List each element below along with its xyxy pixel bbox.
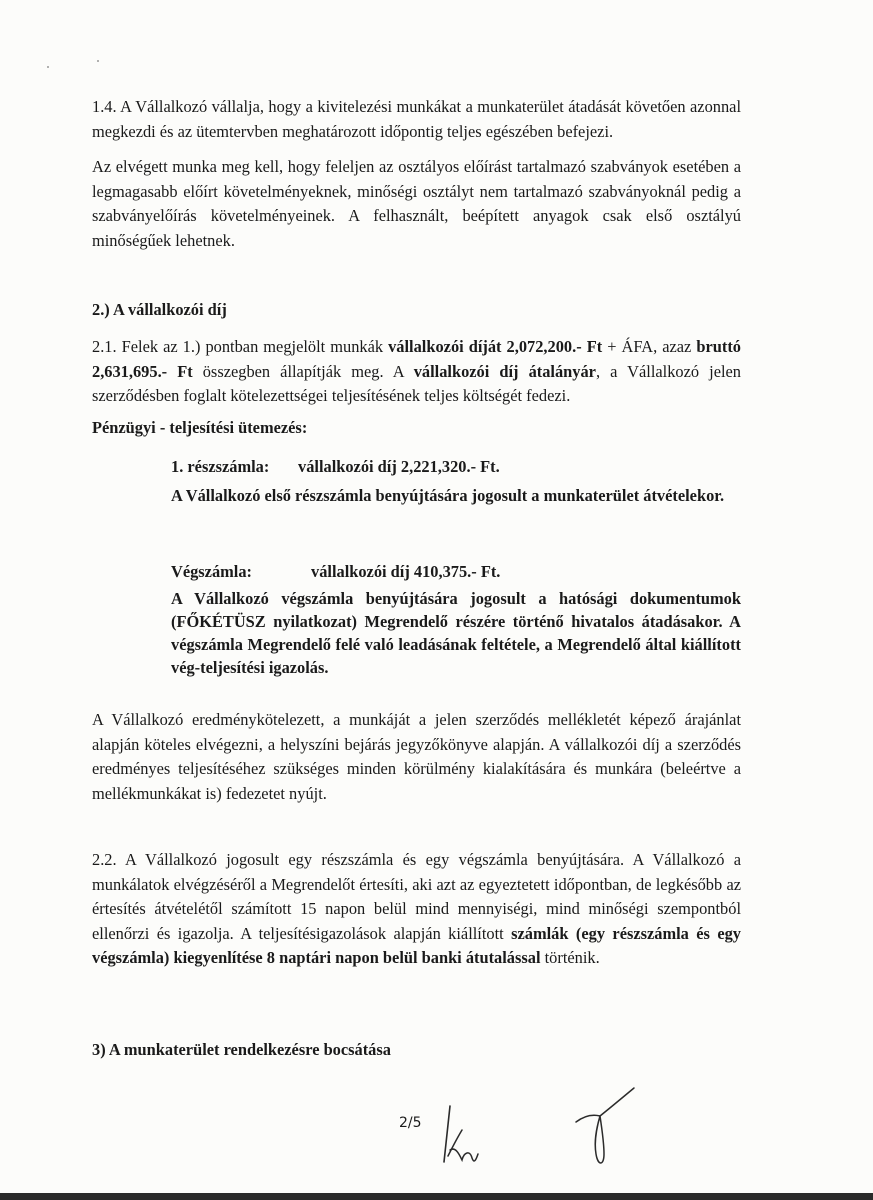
text-run: , a Vállalkozó jelen szerződésben foglalt kötelezettségei teljesítésének teljes költségét fedezi.: [92, 361, 741, 406]
initials-signature-1: [436, 1100, 492, 1180]
section-heading-2: 2.) A vállalkozói díj: [92, 300, 227, 319]
bold-run-net-fee: vállalkozói díját 2,072,200.- Ft: [388, 337, 603, 356]
bold-run-payment-terms: számlák (egy részszámla és egy végszámla) kiegyenlítése 8 naptári napon belül banki átutalással: [92, 923, 742, 968]
text-run: összegben állapítják meg. A: [192, 361, 414, 381]
scan-bottom-edge: [0, 1193, 873, 1200]
final-invoice-label: Végszámla:: [171, 562, 253, 581]
text-run: 2.2. A Vállalkozó jogosult egy részszámla és egy végszámla benyújtására. A Vállalkozó a munkálatok elvégzéséről a Megrendelőt értesíti, aki azt az egyeztetett időpontban, de legkésőbb az értesítés átvételétől számított 15 napon belül mind mennyiségi, mind minőségi szempontból ellenőrzi és igazolja. A teljesítésigazolások alapján kiállított: [92, 850, 741, 943]
paragraph-result-obligation: A Vállalkozó eredménykötelezett, a munkáját a jelen szerződés mellékletét képező árajánlat alapján köteles elvégezni, a helyszíni bejárás jegyzőkönyve alapján. A vállalkozói díj a szerződés eredményes teljesítéséhez szükséges minden körülmény kialakítására és munkára (beleértve a mellékmunkákat is) fedezetet nyújt.: [92, 710, 741, 803]
section-heading-3: 3) A munkaterület rendelkezésre bocsátása: [92, 1040, 391, 1059]
paragraph-quality: Az elvégett munka meg kell, hogy feleljen az osztályos előírást tartalmazó szabványok esetében a legmagasabb előírt követelményeknek, minőségi osztályt nem tartalmazó szabványoknál pedig a szabványelőírás követelményeinek. A felhasznált, beépített anyagok csak első osztályú minőségűek lehetnek.: [92, 157, 741, 250]
final-invoice-text: A Vállalkozó végszámla benyújtására jogosult a hatósági dokumentumok (FŐKÉTÜSZ nyilatkozat) Megrendelő részére történő hivatalos átadásakor. A végszámla Megrendelő felé való leadásának feltétele, a Megrendelő által kiállított vég-teljesítési igazolás.: [171, 589, 741, 677]
invoice-1-value: vállalkozói díj 2,221,320.- Ft.: [298, 457, 500, 476]
invoice-1-text: A Vállalkozó első részszámla benyújtására jogosult a munkaterület átvételekor.: [171, 486, 725, 505]
paragraph-2-2: [92, 848, 741, 971]
scan-speck: [47, 66, 49, 68]
text-run: + ÁFA, azaz: [602, 337, 697, 356]
paragraph-2-1: [92, 335, 741, 409]
initials-signature-2: [570, 1082, 640, 1177]
paragraph-1-4: 1.4. A Vállalkozó vállalja, hogy a kivitelezési munkákat a munkaterület átadását követően azonnal megkezdi és az ütemtervben meghatározott időpontig teljes egészében befejezi.: [92, 97, 741, 141]
bold-run-lump-sum: vállalkozói díj átalányár: [413, 361, 596, 381]
bold-run-gross-fee: bruttó 2,631,695.- Ft: [92, 337, 741, 381]
final-invoice-value: vállalkozói díj 410,375.- Ft.: [311, 562, 501, 581]
text-run: történik.: [540, 948, 600, 968]
invoice-1-label: 1. részszámla:: [171, 457, 270, 476]
schedule-heading: Pénzügyi - teljesítési ütemezés:: [92, 418, 308, 437]
scan-speck: [97, 60, 99, 62]
text-run: 2.1. Felek az 1.) pontban megjelölt munkák: [92, 337, 389, 356]
page-number: 2/5: [399, 1115, 422, 1131]
